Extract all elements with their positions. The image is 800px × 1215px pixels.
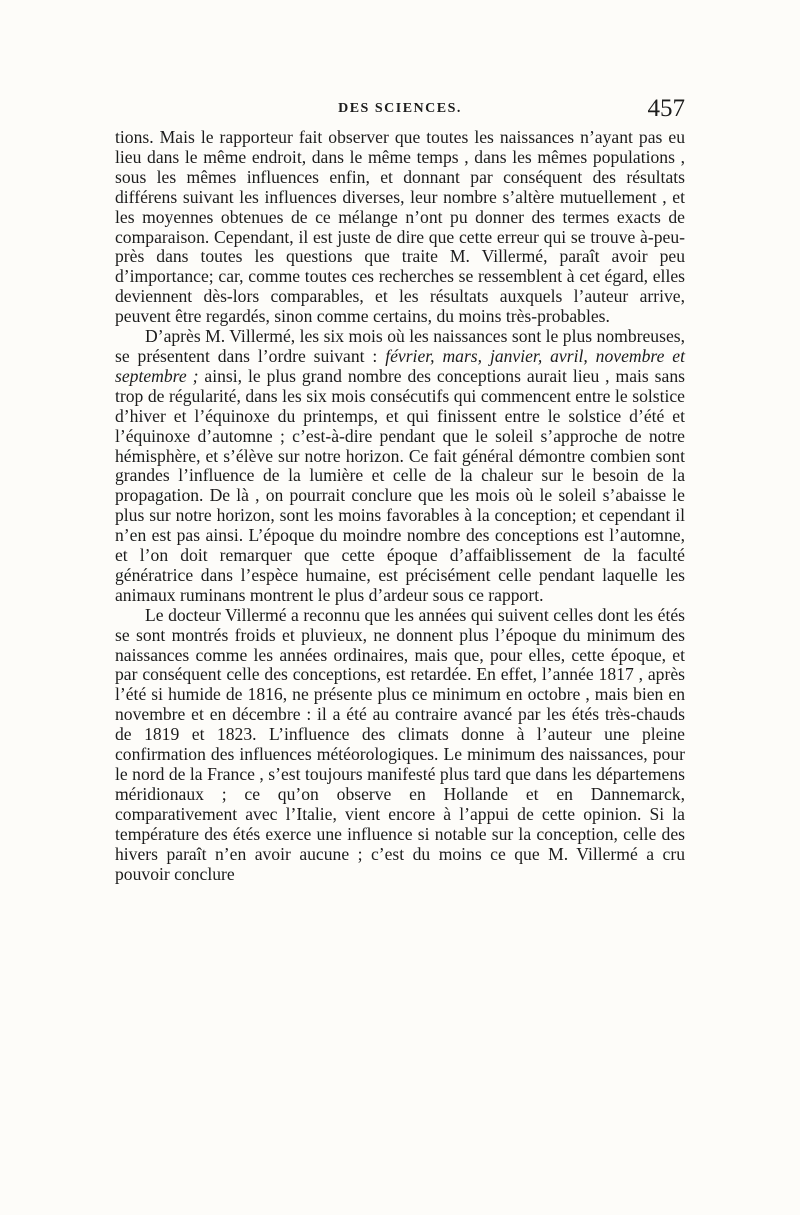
running-title: DES SCIENCES. bbox=[338, 101, 462, 116]
page-header bbox=[115, 95, 685, 127]
page-number: 457 bbox=[647, 95, 685, 122]
text-run: ainsi, le plus grand nombre des conceptions aurait lieu , mais sans trop de régularité, dans les six mois consécutifs qui commencent entre le solstice d’hiver et l’équinoxe du printemps, et qui finissent entre le solstice d’été et l’équinoxe d’automne ; c’est-à-dire pendant que le soleil s’approche de notre hémisphère, et s’élève sur notre horizon. Ce fait général démontre combien sont grandes l’influence de la lumière et celle de la chaleur sur le besoin de la propagation. De là , on pourrait conclure que les mois où le soleil s’abaisse le plus sur notre horizon, sont les moins favorables à la conception; et cependant il n’en est pas ainsi. L’époque du moindre nombre des conceptions est l’automne, et l’on doit remarquer que cette époque d’affaiblissement de la faculté génératrice dans l’espèce humaine, est précisément celle pendant laquelle les animaux ruminans montrent le plus d’ardeur sous ce rapport. bbox=[115, 365, 685, 605]
paragraph bbox=[115, 327, 685, 606]
italic-text: février, mars, janvier, avril, novembre et septembre ; bbox=[115, 345, 685, 386]
text-run: tions. Mais le rapporteur fait observer que toutes les naissances n’ayant pas eu lieu dans le même endroit, dans le même temps , dans les mêmes populations , sous les mêmes influences enfin, et donnant par conséquent des résultats différens suivant les influences diverses, leur nombre s’altère mutuellement , et les moyennes obtenues de ce mélange n’ont pu donner des termes exacts de comparaison. Cependant, il est juste de dire que cette erreur qui se trouve à-peu-près dans toutes les questions que traite M. Villermé, paraît avoir peu d’importance; car, comme toutes ces recherches se ressemblent à cet égard, elles deviennent dès-lors comparables, et les résultats auxquels l’auteur arrive, peuvent être regardés, sinon comme certains, du moins très-probables. bbox=[115, 127, 685, 327]
paragraph bbox=[115, 606, 685, 885]
text-run: Le docteur Villermé a reconnu que les années qui suivent celles dont les étés se sont montrés froids et pluvieux, ne donnent plus l’époque du minimum des naissances comme les années ordinaires, mais que, pour elles, cette époque, et par conséquent celle des conceptions, est retardée. En effet, l’année 1817 , après l’été si humide de 1816, ne présente plus ce minimum en octobre , mais bien en novembre et en décembre : il a été au contraire avancé par les étés très-chauds de 1819 et 1823. L’influence des climats donne à l’auteur une pleine confirmation des influences météorologiques. Le minimum des naissances, pour le nord de la France , s’est toujours manifesté plus tard que dans les départemens méridionaux ; ce qu’on observe en Hollande et en Dannemarck, comparativement avec l’Italie, vient encore à l’appui de cette opinion. Si la température des étés exerce une influence si notable sur la conception, celle des hivers paraît n’en avoir aucune ; c’est du moins ce que M. Villermé a cru pouvoir conclure bbox=[115, 604, 685, 884]
text-run: D’après M. Villermé, les six mois où les naissances sont le plus nombreuses, se présentent dans l’ordre suivant : bbox=[115, 326, 685, 366]
paragraph bbox=[115, 128, 685, 327]
body-text bbox=[115, 128, 685, 884]
